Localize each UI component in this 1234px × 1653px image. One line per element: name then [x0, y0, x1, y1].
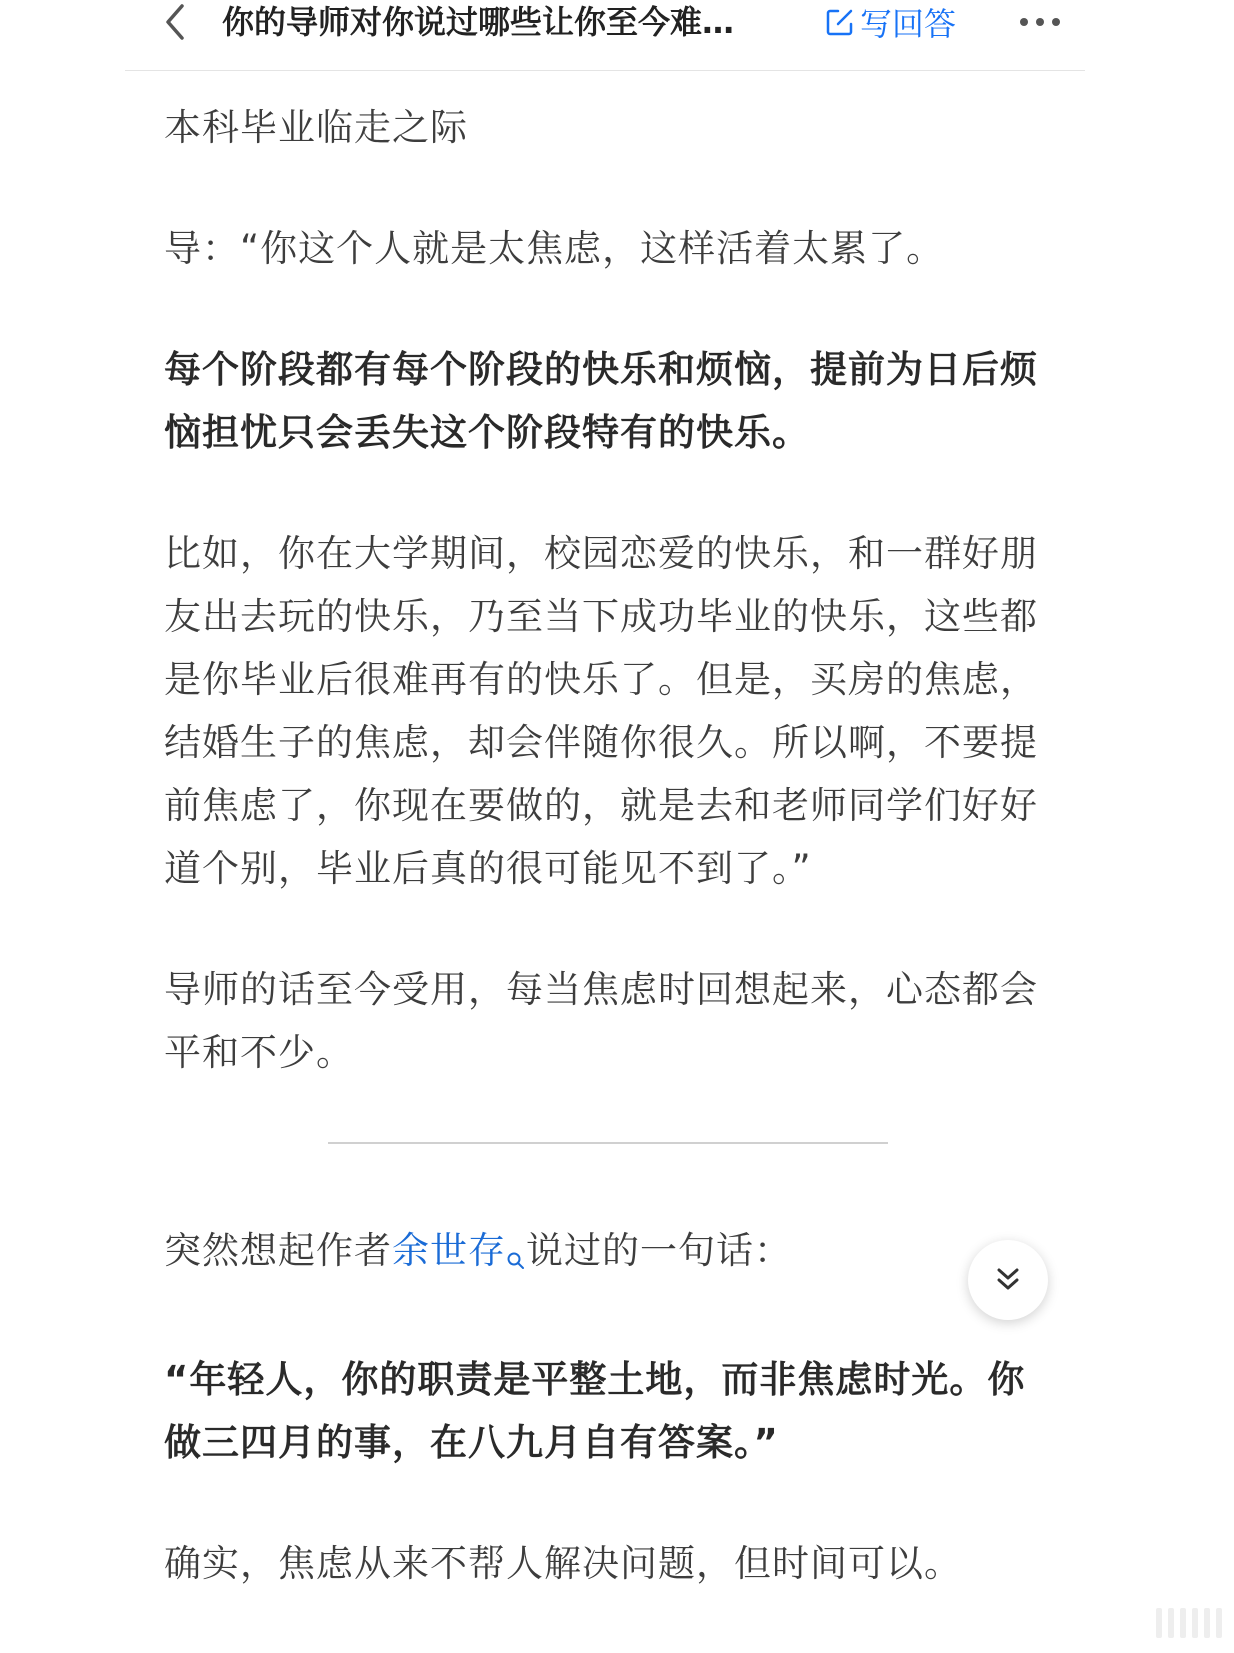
header-divider — [125, 70, 1085, 71]
more-button[interactable] — [1010, 0, 1070, 44]
paragraph-4: 比如，你在大学期间，校园恋爱的快乐，和一群好朋友出去玩的快乐，乃至当下成功毕业的快乐，这些都是你毕业后很难再有的快乐了。但是，买房的焦虑，结婚生子的焦虑，却会伴随你很久。所以啊，不要提前焦虑了，你现在要做的，就是去和老师同学们好好道个别，毕业后真的很可能见不到了。” — [164, 532, 1038, 890]
paragraph-6-suffix: 说过的一句话： — [526, 1229, 792, 1272]
double-chevron-down-icon — [993, 1265, 1023, 1295]
author-link[interactable]: 余世存 — [392, 1229, 506, 1272]
more-dots-icon — [1018, 16, 1062, 28]
edit-icon — [824, 6, 856, 38]
back-button[interactable] — [155, 0, 195, 44]
write-answer-button[interactable] — [824, 0, 956, 44]
search-icon — [506, 1227, 526, 1290]
section-divider — [328, 1142, 888, 1144]
chevron-left-icon — [160, 2, 190, 42]
watermark-bars — [1150, 1600, 1234, 1644]
question-title[interactable]: 你的导师对你说过哪些让你至今难… — [222, 3, 735, 41]
paragraph-6-prefix: 突然想起作者 — [164, 1229, 392, 1272]
paragraph-7-quote: “年轻人，你的职责是平整土地，而非焦虑时光。你做三四月的事，在八九月自有答案。” — [164, 1358, 1026, 1464]
paragraph-1: 本科毕业临走之际 — [164, 106, 468, 149]
write-answer-label: 写回答 — [860, 5, 957, 43]
top-bar — [0, 0, 1234, 70]
scroll-down-button[interactable] — [968, 1240, 1048, 1320]
paragraph-6 — [164, 1219, 1054, 1290]
paragraph-8: 确实，焦虑从来不帮人解决问题，但时间可以。 — [164, 1542, 962, 1585]
paragraph-2: 导：“你这个人就是太焦虑，这样活着太累了。 — [164, 227, 945, 270]
answer-content — [164, 96, 1054, 1653]
paragraph-3-bold: 每个阶段都有每个阶段的快乐和烦恼，提前为日后烦恼担忧只会丢失这个阶段特有的快乐。 — [164, 348, 1038, 454]
paragraph-5: 导师的话至今受用，每当焦虑时回想起来，心态都会平和不少。 — [164, 968, 1038, 1074]
